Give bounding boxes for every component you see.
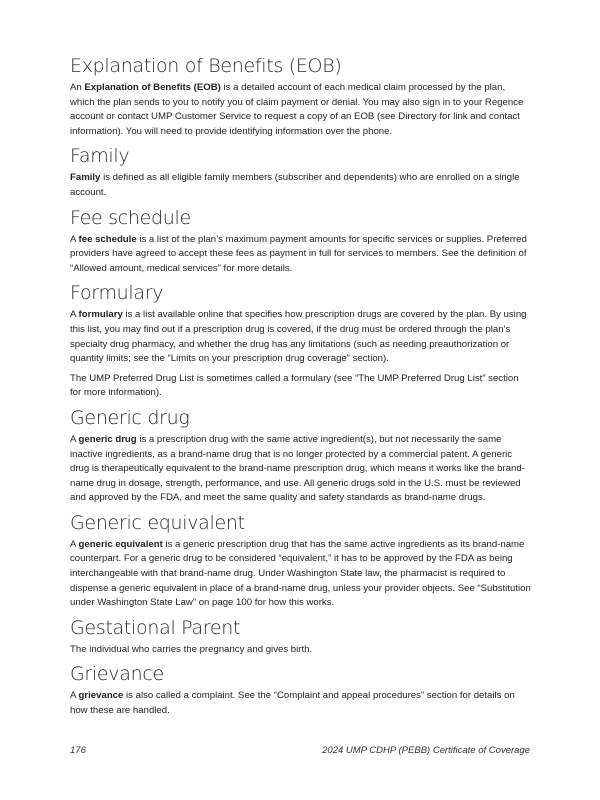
footer-spacer (0, 724, 600, 744)
text: The individual who carries the pregnancy and gives birth. (70, 643, 313, 655)
entry-heading: Formulary (70, 282, 164, 305)
glossary-entry-family (70, 144, 532, 200)
glossary-page (70, 54, 532, 724)
glossary-entry-formulary (70, 281, 532, 401)
entry-heading: Family (70, 145, 130, 168)
glossary-entry-generic-drug (70, 406, 532, 506)
defined-term: Family (70, 172, 101, 184)
text: is a generic prescription drug that has the same active ingredients as its brand-name counterpart. For a generic drug to be considered “equivalent,” it has to be approved by the FDA as being interchangeable with that brand-name drug. Under Washington State law, the pharmacist is required to dispense a generic equivalent in place of a brand-name drug, unless your provider objects. See “Substitution under Washington State Law” on page 100 for how this works. (70, 538, 531, 609)
page-footer (70, 744, 530, 758)
text: A (70, 309, 79, 321)
entry-definition (70, 689, 532, 718)
defined-term: fee schedule (78, 233, 137, 245)
entry-heading: Generic equivalent (70, 511, 245, 534)
glossary-entry-gestational-parent (70, 616, 532, 658)
glossary-entry-grievance (70, 662, 532, 718)
text: The UMP Preferred Drug List is sometimes called a formulary (see “The UMP Preferred Drug List” section for more information). (70, 372, 519, 399)
entry-heading: Fee schedule (70, 206, 191, 229)
text: is a detailed account of each medical claim processed by the plan, which the plan sends to you to notify you of claim payment or denial. You may also sign in to your Regence account or contact UMP Customer Service to request a copy of an EOB (see Directory for link and contact information). You will need to provide identifying information over the phone. (70, 82, 524, 137)
entry-note (70, 372, 532, 401)
text: is also called a complaint. See the “Complaint and appeal procedures” section for details on how these are handled. (70, 690, 515, 717)
entry-heading: Grievance (70, 663, 164, 686)
text: is a list of the plan’s maximum payment amounts for specific services or supplies. Preferred providers have agreed to accept these fees as payment in full for services to members. See the definition of “Allowed amount, medical services” for more details. (70, 233, 527, 274)
page-number: 176 (70, 744, 86, 756)
text: is defined as all eligible family members (subscriber and dependents) who are enrolled on a single account. (70, 172, 520, 198)
defined-term: generic drug (78, 433, 137, 445)
entry-definition (70, 233, 532, 277)
text: An (70, 82, 85, 93)
text: is a prescription drug with the same active ingredient(s), but not necessarily the same inactive ingredients, as a brand-name drug that is no longer protected by a commercial patent. A generic drug is therapeutically equivalent to the brand-name prescription drug, which means it works like the brand-name drug in dosage, strength, performance, and use. All generic drugs sold in the U.S. must be reviewed and approved by the FDA, and meet the same quality and safety standards as brand-name drugs. (70, 433, 525, 504)
glossary-entry-generic-equivalent (70, 511, 532, 611)
entry-definition (70, 643, 532, 658)
document-title: 2024 UMP CDHP (PEBB) Certificate of Coverage (322, 744, 530, 756)
defined-term: Explanation of Benefits (EOB) (84, 82, 221, 93)
entry-definition (70, 171, 532, 200)
text: A (70, 433, 79, 445)
entry-heading: Generic drug (70, 406, 190, 429)
glossary-entry-fee-schedule (70, 206, 532, 277)
entry-definition (70, 433, 532, 506)
entry-definition (70, 81, 532, 139)
text: A (70, 233, 79, 245)
text: A (70, 690, 79, 702)
entry-heading: Gestational Parent (70, 616, 241, 639)
text: A (70, 538, 79, 550)
defined-term: generic equivalent (78, 538, 163, 550)
glossary-entry-eob (70, 54, 532, 139)
entry-definition (70, 538, 532, 611)
defined-term: grievance (78, 690, 124, 702)
text: is a list available online that specifies how prescription drugs are covered by the plan. By using this list, you may find out if a prescription drug is covered, if the drug must be ordered through the plan’s specialty drug pharmacy, and whether the drug has any limitations (such as needing preauthorization or quantity limits; see the “Limits on your prescription drug coverage” section). (70, 309, 527, 365)
entry-definition (70, 308, 532, 366)
defined-term: formulary (78, 309, 123, 321)
entry-heading: Explanation of Benefits (EOB) (70, 55, 342, 77)
